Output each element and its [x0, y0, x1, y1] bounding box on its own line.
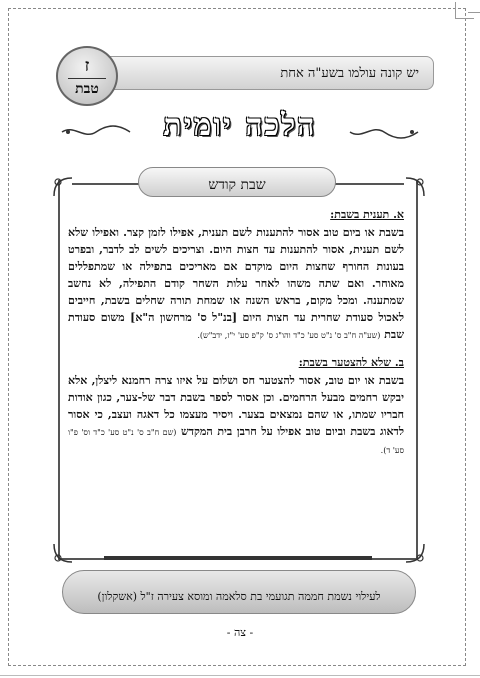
date-day: ז [84, 56, 90, 76]
dedication-banner [62, 570, 416, 614]
header-banner [100, 56, 434, 90]
crop-mark [455, 2, 474, 19]
corner-ornament-icon [402, 174, 428, 200]
halacha-content [68, 206, 404, 459]
crop-mark [468, 12, 480, 13]
corner-ornament-icon [50, 540, 76, 566]
section-heading: א. תענית בשבת: [330, 208, 404, 221]
section-body [68, 224, 404, 344]
banner-text: יש קונה עולמו בשע"ה אחת [280, 66, 419, 81]
dedication-text: לעילוי נשמת חממה תגועמי בת סלאמה ומוסא צעירה ז"ל (אשקלון) [97, 590, 381, 603]
section-text: בשבת או ביום טוב אסור להתענות לשם תענית, אפילו לזמן קצר. ואפילו שלא לשם תענית, אסור להתענות עד חצות היום. וצריכים לשים לב לדבר, ובפרט בעונות החורף שחצות היום מוקדם אם מאריכים בתפילה או שמתפללים מאוחר. ואם שתה משהו לאחר עלות השחר קודם התפילה, לא נחשב שמתענה. ומכל מקום, בראש השנה או שמחת תורה שחלים בשבת, חייבים לאכול סעודת שחרית עד חצות היום [בנ"ל ס' מרחשון ה"א] משום סעודת שבת [68, 226, 404, 341]
subject-text: שבת קודש [208, 177, 266, 193]
title-block [60, 108, 420, 152]
section-references: (שם ח"ב ס' נ"ט סע' כ"ד וס' פ"ו סע' ד). [68, 428, 404, 455]
page-edge-line [0, 675, 480, 676]
frame-top-line [334, 183, 404, 185]
flourish-right-ornament [348, 124, 420, 140]
date-month: טבת [75, 81, 99, 97]
frame-bottom-bar [104, 556, 372, 560]
frame-top-line [72, 183, 142, 185]
corner-ornament-icon [50, 174, 76, 200]
date-badge [56, 46, 118, 106]
subject-label [138, 167, 336, 197]
section-references: (שע"ה ח"ב ס' נ"ט סע' כ"ד והו"ג ס' ק"פ סע' י"ז, ידב"ש). [197, 331, 381, 340]
corner-ornament-icon [402, 540, 428, 566]
date-divider [68, 78, 106, 79]
page-number: - צה - [226, 626, 254, 639]
section-body [68, 372, 404, 459]
section-text: בשבת או יום טוב, אסור להצטער חס ושלום על איזו צרה רחמנא ליצלן, אלא יבקש רחמים מבעל הרחמים. וכן אסור לספר בשבת דבר של-צער, כגון אודות חבריו שמתו, או שהם נמצאים בצער. ויסיר מעצמו כל דאגה ועצב, כי אסור לדאוג בשבת וביום טוב אפילו על חרבן בית המקדש [68, 374, 404, 438]
page-title: הלכה יומית [163, 108, 317, 143]
section-heading: ב. שלא להצטער בשבת: [298, 356, 404, 369]
